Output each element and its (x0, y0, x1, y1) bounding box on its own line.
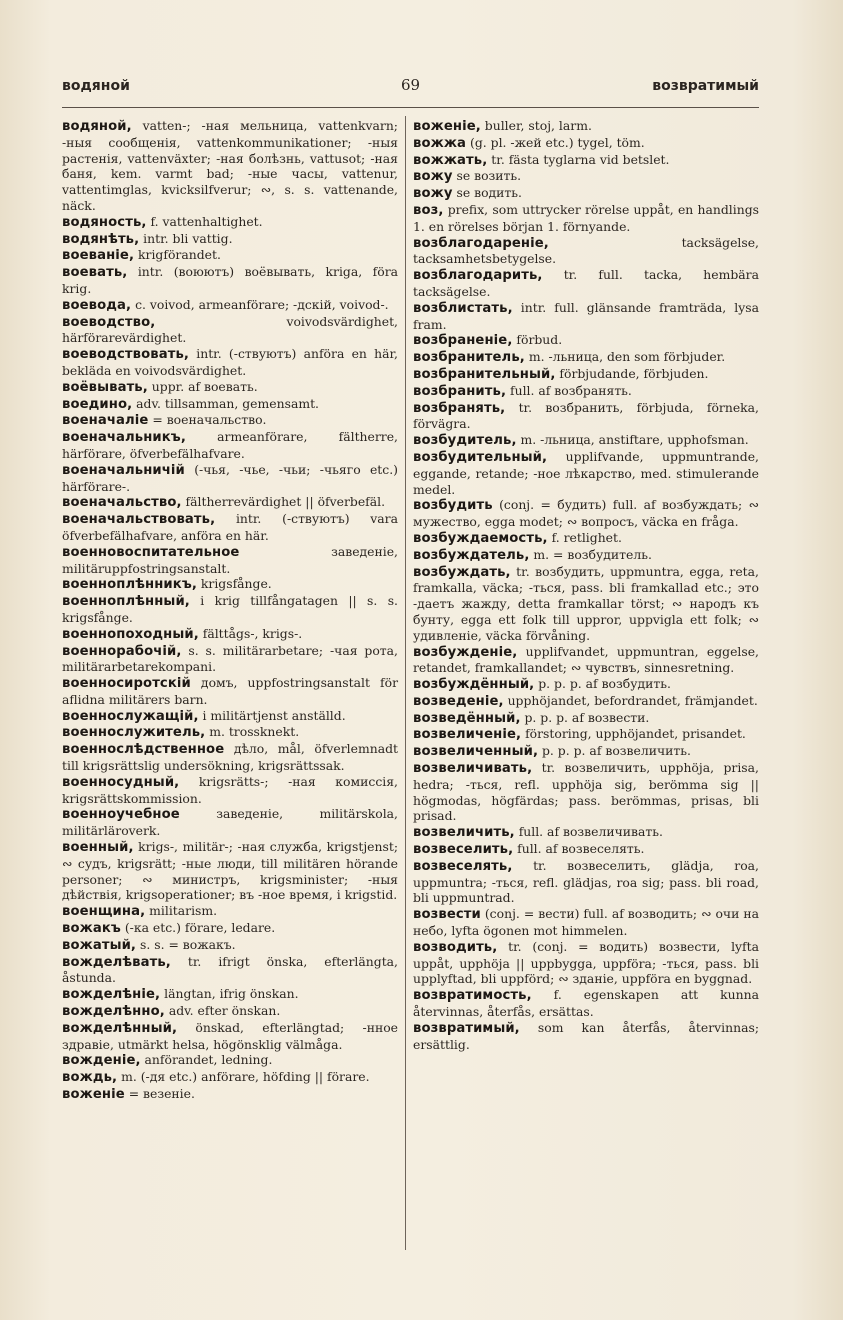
entry-definition: armeanförare, fältherre, härförare, öfverbefälhafvare. (62, 429, 398, 461)
entry-definition: adv. efter önskan. (164, 1003, 281, 1019)
dictionary-entry (413, 135, 759, 152)
entry-headword: возвеселить, (413, 842, 514, 858)
entry-definition: buller, stoj, larm. (480, 118, 592, 133)
entry-headword: возвеличивать, (413, 761, 533, 777)
entry-definition: дѣло, mål, öfverlemnadt till krigsrättslig undersökning, krigsrättssak. (62, 741, 398, 774)
dictionary-entry (413, 332, 759, 349)
header-rule (62, 107, 759, 108)
dictionary-entry (62, 494, 398, 511)
entry-definition: krigsfånge. (196, 576, 272, 592)
entry-headword: военносудный, (62, 774, 180, 790)
entry-headword: военачальничій (62, 462, 185, 478)
dictionary-entry (62, 379, 398, 396)
entry-definition: prefix, som uttrycker rörelse uppåt, en handlings 1. en rörelses början 1. förnyande. (413, 201, 759, 234)
dictionary-entry (413, 349, 759, 366)
entry-definition: (-чья, -чье, -чьи; -чьяго etc.) härförare-. (62, 461, 398, 494)
dictionary-entry (62, 839, 398, 903)
entry-headword: военачалiе (62, 413, 149, 429)
dictionary-entry (413, 202, 759, 235)
entry-definition: tr. fästa tyglarna vid betslet. (487, 151, 670, 167)
entry-definition: intr. (воюютъ) воёвывать, kriga, föra krig. (62, 264, 398, 296)
dictionary-entry (62, 954, 398, 987)
entry-definition: s. s. = вожакъ. (136, 936, 236, 952)
dictionary-entry (413, 152, 759, 169)
entry-definition: p. p. p. af возвеличить. (538, 743, 691, 759)
entry-definition: f. egenskapen att kunna återvinnas, återfås, ersättas. (413, 987, 759, 1020)
dictionary-entry (413, 824, 759, 841)
entry-definition: (conj. = вести) full. af возводить; ∾ очи на небо, lyfta ögonen mot himmelen. (413, 906, 759, 939)
page-number: 69 (400, 76, 421, 94)
dictionary-entry (413, 760, 759, 824)
entry-headword: воеванiе, (62, 248, 135, 264)
entry-headword: военнослѣдственное (62, 742, 225, 758)
entry-definition: домъ, uppfostringsanstalt för aflidna militärers barn. (62, 675, 398, 707)
entry-definition: uppr. af воевать. (147, 378, 258, 394)
right-guide-word: возвратимый (652, 78, 759, 94)
entry-headword: возбудительный, (413, 449, 548, 465)
entry-headword: военноучебное (62, 807, 180, 823)
entry-headword: военнослужитель, (62, 725, 206, 741)
entry-headword: возбуждатель, (413, 547, 530, 563)
entry-headword: возвратимость, (413, 988, 532, 1004)
dictionary-entry (62, 593, 398, 626)
entry-definition: f. retlighet. (547, 529, 622, 545)
dictionary-entry (62, 412, 398, 429)
entry-headword: возбудитель, (413, 433, 517, 449)
entry-headword: вожу (413, 186, 453, 202)
page-header (62, 78, 759, 102)
entry-definition: tr. ifrigt önska, efterlängta, åstunda. (62, 953, 398, 986)
entry-definition: full. af возбранять. (506, 382, 632, 398)
dictionary-entry (413, 987, 759, 1020)
dictionary-entry (413, 710, 759, 727)
entry-headword: возблагодаренiе, (413, 235, 549, 251)
dictionary-entry (413, 841, 759, 858)
entry-definition: krigs-, militär-; -ная служба, krigstjenst; ∾ судъ, krigsrätt; -ные люди, till militären hörande personer; ∾ министръ, krigsminister; -ныя дѣйствія, krigsoperationer; въ -ное время, i krigstid. (62, 839, 398, 903)
dictionary-entry (413, 644, 759, 677)
entry-headword: вожделѣніе, (62, 987, 161, 1003)
entry-definition: längtan, ifrig önskan. (160, 986, 299, 1002)
dictionary-entry (413, 300, 759, 333)
dictionary-entry (413, 118, 759, 135)
entry-definition: = военачальство. (148, 412, 267, 428)
entry-definition: = везеніе. (124, 1086, 195, 1102)
dictionary-entry (62, 231, 398, 248)
dictionary-entry (413, 432, 759, 449)
entry-headword: возводить, (413, 939, 498, 955)
entry-headword: воеводствовать, (62, 347, 190, 363)
entry-definition: c. voivod, armeanförare; -дскій, voivod-. (131, 296, 389, 312)
entry-definition: som kan återfås, återvinnas; ersättlig. (413, 1019, 759, 1052)
entry-definition: se водить. (452, 185, 522, 201)
entry-definition: s. s. militärarbetare; -чая рота, militärarbetarekompani. (62, 642, 398, 675)
dictionary-entry (62, 576, 398, 593)
entry-headword: возбранитель, (413, 350, 525, 366)
dictionary-entry (413, 449, 759, 497)
entry-headword: вожу (413, 169, 453, 185)
entry-definition: p. p. p. af возвести. (520, 709, 650, 725)
column-divider (405, 116, 406, 1250)
entry-headword: возвеселять, (413, 858, 513, 874)
entry-headword: возбранять, (413, 400, 506, 416)
entry-definition: önskad, efterlängtad; -нное здравіе, utmärkt helsa, högönsklig välmåga. (62, 1019, 398, 1052)
entry-definition: anförandet, ledning. (140, 1052, 273, 1068)
dictionary-entry (413, 497, 759, 530)
entry-definition: full. af возвеселять. (513, 841, 645, 857)
dictionary-entry (413, 1020, 759, 1053)
entry-headword: возбуждаемость, (413, 530, 548, 546)
entry-definition: upphöjandet, befordrandet, främjandet. (503, 692, 758, 708)
entry-definition: fältherrevärdighet || öfverbefäl. (181, 494, 386, 510)
entry-headword: воёвывать, (62, 379, 148, 395)
entry-definition: fälttågs-, krigs-. (198, 625, 303, 641)
entry-headword: возвратимый, (413, 1020, 520, 1036)
entry-headword: вожделѣвать, (62, 954, 171, 970)
entry-headword: водяной, (62, 119, 132, 134)
entry-definition: full. af возвеличивать. (514, 824, 663, 840)
entry-headword: водяность, (62, 214, 147, 230)
dictionary-entry (62, 247, 398, 264)
entry-definition: adv. tillsamman, gemensamt. (132, 395, 319, 411)
entry-definition: (g. pl. -жей etc.) tygel, töm. (466, 134, 645, 150)
dictionary-entry (62, 346, 398, 379)
entry-definition: m. -льница, den som förbjuder. (524, 349, 726, 365)
entry-definition: m. -льница, anstiftare, upphofsman. (516, 432, 749, 448)
dictionary-entry (62, 1069, 398, 1086)
entry-headword: вожатый, (62, 937, 137, 953)
entry-headword: возбудить (413, 498, 493, 514)
entry-headword: возбуждённый, (413, 677, 535, 693)
dictionary-entry (62, 118, 398, 214)
entry-definition: m. = возбудитель. (529, 546, 652, 562)
entry-definition: заведеніе, militäruppfostringsanstalt. (62, 543, 398, 576)
entry-definition: krigförandet. (134, 247, 221, 263)
dictionary-entry (413, 693, 759, 710)
entry-definition: (conj. = будить) full. af возбуждать; ∾ мужество, egga modet; ∾ вопросъ, väcka en fråga. (413, 497, 759, 530)
dictionary-entry (62, 806, 398, 839)
entry-headword: воевать, (62, 265, 128, 281)
dictionary-entry (62, 429, 398, 462)
entry-definition: intr. full. glänsande framträda, lysa fram. (413, 299, 759, 332)
entry-definition: krigsrätts-; -ная комиссія, krigsrättskommission. (62, 773, 398, 806)
dictionary-entry (62, 986, 398, 1003)
dictionary-entry (62, 511, 398, 544)
entry-definition: tr. возвеселить, glädja, roa, uppmuntra; -ться, refl. glädjas, roa sig; pass. bli road, bli uppmuntrad. (413, 857, 759, 906)
entry-headword: возбранить, (413, 383, 507, 399)
dictionary-entry (62, 643, 398, 676)
dictionary-entry (62, 297, 398, 314)
entry-definition: i krig tillfångatagen || s. s. krigsfånge. (62, 593, 398, 625)
entry-headword: воженiе, (413, 119, 481, 134)
entry-headword: военщина, (62, 904, 146, 920)
dictionary-entry (62, 724, 398, 741)
entry-headword: возбужденiе, (413, 644, 518, 660)
entry-headword: военачальствовать, (62, 512, 216, 528)
dictionary-entry (62, 1086, 398, 1103)
entry-headword: военный, (62, 840, 134, 856)
dictionary-entry (413, 366, 759, 383)
dictionary-entry (413, 726, 759, 743)
entry-headword: вожделѣнно, (62, 1004, 165, 1020)
dictionary-entry (62, 314, 398, 347)
entry-headword: возвеличенный, (413, 744, 539, 760)
entry-definition: förbud. (512, 332, 563, 348)
left-column (62, 118, 398, 1103)
entry-headword: воз, (413, 202, 444, 218)
dictionary-entry (62, 264, 398, 297)
dictionary-entry (62, 462, 398, 495)
entry-headword: военнорабочій, (62, 643, 182, 659)
dictionary-entry (413, 168, 759, 185)
entry-headword: вожделѣнный, (62, 1020, 178, 1036)
dictionary-entry (62, 214, 398, 231)
dictionary-entry (413, 235, 759, 268)
entry-headword: военачальникъ, (62, 430, 186, 446)
entry-definition: se возить. (452, 168, 522, 184)
dictionary-entry (413, 383, 759, 400)
entry-definition: tacksägelse, tacksamhetsbetygelse. (413, 234, 759, 267)
entry-definition: p. p. p. af возбудить. (534, 676, 671, 692)
entry-headword: возведенiе, (413, 693, 504, 709)
entry-headword: возвести (413, 907, 481, 923)
dictionary-entry (413, 400, 759, 433)
entry-definition: förstoring, upphöjandet, prisandet. (521, 726, 746, 742)
dictionary-entry (62, 1020, 398, 1053)
dictionary-entry (413, 564, 759, 644)
entry-headword: возбранительный, (413, 366, 556, 382)
dictionary-entry (413, 743, 759, 760)
entry-headword: военновоспитательное (62, 544, 240, 560)
entry-headword: возвеличенiе, (413, 727, 522, 743)
entry-headword: возбуждать, (413, 564, 511, 580)
dictionary-entry (62, 774, 398, 807)
entry-headword: возведённый, (413, 710, 521, 726)
right-column (413, 118, 759, 1052)
left-guide-word: водяной (62, 78, 130, 94)
entry-headword: военносиротскій (62, 676, 191, 692)
dictionary-entry (62, 708, 398, 725)
entry-definition: militarism. (145, 903, 218, 919)
dictionary-entry (62, 544, 398, 577)
dictionary-entry (62, 741, 398, 774)
entry-headword: воедино, (62, 396, 133, 412)
entry-definition: upplifvande, uppmuntrande, eggande, retande; -ное лѣкарство, med. stimulerande medel. (413, 448, 759, 497)
dictionary-entry (62, 396, 398, 413)
dictionary-entry (62, 903, 398, 920)
entry-definition: intr. (-ствуютъ) anföra en här, bekläda en voivodsvärdighet. (62, 346, 398, 378)
entry-definition: voivodsvärdighet, härförarevärdighet. (62, 313, 398, 346)
entry-definition: intr. (-ствуютъ) vara öfverbefälhafvare, anföra en här. (62, 511, 398, 543)
entry-definition: upplifvandet, uppmuntran, eggelse, retandet, framkallandet; ∾ чувствъ, sinnesretning. (413, 643, 759, 676)
entry-definition: заведеніе, militärskola, militärläroverk. (62, 806, 398, 839)
entry-headword: воевода, (62, 297, 132, 313)
entry-definition: tr. возвеличить, upphöja, prisa, hedra; -ться, refl. upphöja sig, berömma sig || högmodas, högfärdas; pass. berömmas, prisas, bli prisad. (413, 760, 759, 824)
entry-headword: возвеличить, (413, 825, 515, 841)
entry-definition: m. (-дя etc.) anförare, höfding || förare. (117, 1069, 370, 1085)
entry-headword: военачальство, (62, 495, 182, 511)
entry-definition: förbjudande, förbjuden. (555, 365, 709, 381)
dictionary-entry (413, 185, 759, 202)
dictionary-entry (62, 626, 398, 643)
entry-headword: вожжа (413, 135, 467, 151)
dictionary-entry (62, 1003, 398, 1020)
dictionary-entry (413, 267, 759, 300)
dictionary-entry (62, 1052, 398, 1069)
entry-headword: воженiе (62, 1087, 125, 1103)
entry-definition: tr. возбудить, uppmuntra, egga, reta, framkalla, väcka; -ться, pass. bli framkallad etc.; это -даетъ жажду, detta framkallar törst; ∾ народъ къ бунту, egga ett folk till uppror, uppvigla ett folk; ∾ удивленіе, väcka förvåning. (413, 563, 759, 643)
entry-definition: i militärtjenst anställd. (198, 707, 346, 723)
dictionary-entry (62, 937, 398, 954)
dictionary-entry (413, 939, 759, 987)
entry-headword: вожжать, (413, 152, 488, 168)
dictionary-entry (413, 858, 759, 906)
entry-definition: vatten-; -ная мельница, vattenkvarn; -ныя сообщенія, vattenkommunikationer; -ныя растенія, vattenväxter; -ная болѣзнь, vattusot; -ная баня, kem. varmt bad; -ные часы, vattenur, vattentimglas, kvicksilfverur; ∾, s. s. vattenande, näck. (62, 118, 398, 213)
entry-definition: intr. bli vattig. (139, 230, 233, 246)
dictionary-entry (413, 547, 759, 564)
entry-headword: военноплѣнникъ, (62, 577, 197, 593)
entry-headword: вожакъ (62, 921, 121, 937)
entry-definition: m. trossknekt. (205, 724, 300, 740)
entry-definition: tr. возбранить, förbjuda, förneka, förvägra. (413, 399, 759, 432)
entry-headword: возблагодарить, (413, 268, 543, 284)
dictionary-entry (62, 675, 398, 708)
entry-headword: вожденiе, (62, 1053, 141, 1069)
entry-headword: военнопоходный, (62, 626, 199, 642)
entry-headword: водянѣть, (62, 231, 140, 247)
entry-definition: tr. full. tacka, hembära tacksägelse. (413, 267, 759, 299)
dictionary-entry (413, 530, 759, 547)
entry-headword: возблистать, (413, 300, 513, 316)
dictionary-entry (62, 920, 398, 937)
entry-headword: военноплѣнный, (62, 594, 190, 610)
dictionary-entry (413, 676, 759, 693)
entry-definition: (-ка etc.) förare, ledare. (120, 920, 276, 936)
entry-headword: военнослужащій, (62, 708, 199, 724)
entry-headword: возбраненiе, (413, 333, 513, 349)
entry-headword: вождь, (62, 1070, 118, 1086)
entry-definition: tr. (conj. = водить) возвести, lyfta uppåt, upphöja || uppbygga, uppföra; -ться, pass. bli upplyftad, bli uppförd; ∾ зданіе, uppföra en byggnad. (413, 938, 759, 987)
entry-headword: воеводство, (62, 314, 156, 330)
dictionary-entry (413, 906, 759, 939)
entry-definition: f. vattenhaltighet. (146, 213, 263, 229)
